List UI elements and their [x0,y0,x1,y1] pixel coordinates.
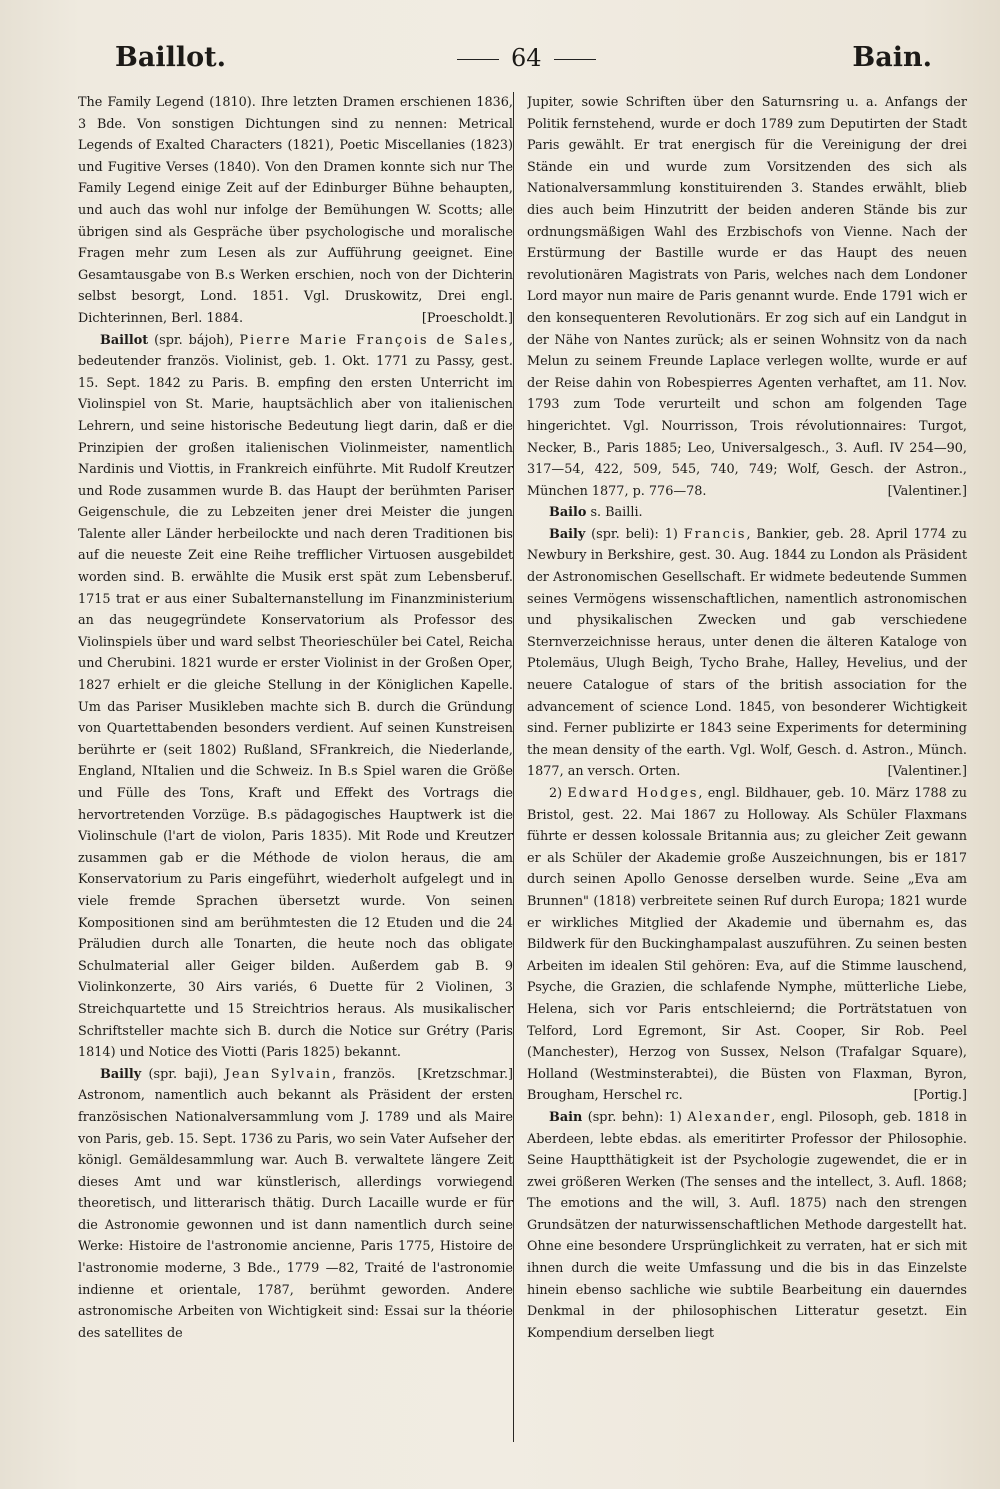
person-name: Edward Hodges [567,786,699,801]
header-right-keyword: Bain. [852,42,932,73]
person-name: Jean Sylvain [224,1066,333,1082]
headword: Bailo [549,505,587,521]
author-signature: [Portig.] [913,1088,967,1104]
entry-bailly: Bailly (spr. baji), Jean Sylvain, französ. Astronom, namentlich auch bekannt als Präsident der ersten französischen Nationalversammlung vom J. 1789 und als Maire von Paris, geb. 15. Sept. 1736 zu Paris, wo sein Vater Aufseher der königl. Gemäldesammlung war. Auch B. verwaltete längere Zeit dieses Amt und war künstlerisch, allerdings vorwiegend theoretisch, und litterarisch thätig. Durch Lacaille wurde er für die Astronomie gewonnen und ist dann namentlich durch seine Werke: Histoire de l'astronomie ancienne, Paris 1775, Histoire de l'astronomie moderne, 3 Bde., 1779 —82, Traité de l'astronomie indienne et orientale, 1787, berühmt geworden. Andere astronomische Arbeiten von Wichtigkeit sind: Essai sur la théorie des satellites de [78,1066,513,1341]
person-name: Alexander [687,1109,772,1125]
person-name: Francis [683,526,747,542]
left-column [78,92,513,1447]
headword: Bain [549,1109,583,1125]
paragraph-continuation: The Family Legend (1810). Ihre letzten Dramen erschienen 1836, 3 Bde. Von sonstigen Dichtungen sind zu nennen: Metrical Legends of Exalted Characters (1821), Poetic Miscellanies (1823) und Fugitive Verses (1840). Von den Dramen konnte sich nur The Family Legend einige Zeit auf der Edinburger Bühne behaupten, und auch das wohl nur infolge der Bemühungen W. Scotts; alle übrigen sind als Gespräche über psychologische und moralische Fragen mehr zum Lesen als zur Aufführung geeignet. Eine Gesamtausgabe von B.s Werken erschien, noch von der Dichterin selbst besorgt, Lond. 1851. Vgl. Druskowitz, Drei engl. Dichterinnen, Berl. 1884. [Proescholdt.] [78,92,513,330]
right-column [527,92,967,1447]
author-signature: [Valentiner.] [887,483,967,499]
column-rule [513,92,514,1442]
author-signature: [Kretzschmar.] [417,1066,513,1082]
author-signature: [Valentiner.] [887,764,967,780]
author-signature: [Proescholdt.] [421,310,513,326]
headword: Bailly [100,1066,142,1082]
entry-baillot: Baillot (spr. bájoh), Pierre Marie François de Sales, bedeutender französ. Violinist, geb. 1. Okt. 1771 zu Passy, gest. 15. Sept. 1842 zu Paris. B. empfing den ersten Unterricht im Violinspiel von St. Marie, hauptsächlich aber von italienischen Lehrern, und seine historische Bedeutung liegt darin, daß er die Prinzipien der großen italienischen Violinmeister, namentlich Nardinis und Viottis, in Frankreich einführte. Mit Rudolf Kreutzer und Rode zusammen wurde B. das Haupt der berühmten Pariser Geigenschule, die zu Lebzeiten jener drei Meister die jungen Talente aller Länder herbeilockte und nach deren Traditionen bis auf die neueste Zeit eine Reihe trefflicher Virtuosen ausgebildet worden sind. B. erwählte die Musik erst spät zum Lebensberuf. 1715 trat er aus einer Subalternanstellung im Finanzministerium an das neugegründete Konservatorium als Professor des Violinspiels über und ward selbst Theorieschüler bei Catel, Reicha und Cherubini. 1821 wurde er erster Violinist in der Großen Oper, 1827 erhielt er die gleiche Stellung in der Königlichen Kapelle. Um das Pariser Musikleben machte sich B. durch die Gründung von Quartettabenden besonders verdient. Auf seinen Kunstreisen berührte er (seit 1802) Rußland, SFrankreich, die Niederlande, England, NItalien und die Schweiz. In B.s Spiel waren die Größe und Fülle des Tons, Kraft und Effekt des Vortrags die hervortretenden Vorzüge. B.s pädagogisches Hauptwerk ist die Violinschule (l'art de violon, Paris 1835). Mit Rode und Kreutzer zusammen gab er die Méthode de violon heraus, die am Konservatorium zu Paris eingeführt, wiederholt aufgelegt und in viele fremde Sprachen übersetzt wurde. Von seinen Kompositionen sind am berühmtesten die 12 Etuden und die 24 Präludien durch alle Tonarten, die heute noch das obligate Schulmaterial aller Geiger bilden. Außerdem gab B. 9 Violinkonzerte, 30 Airs variés, 6 Duette für 2 Violinen, 3 Streichquartette und 15 Streichtrios heraus. Als musikalischer Schriftsteller machte sich B. durch die Notice sur Grétry (Paris 1814) und Notice des Viotti (Paris 1825) bekannt. [Kretzschmar.] [78,330,513,1064]
header-left-keyword: Baillot. [115,42,226,73]
entry-bain: Bain (spr. behn): 1) Alexander, engl. Pilosoph, geb. 1818 in Aberdeen, lebte ebdas. als emeritirter Professor der Philosophie. Seine Hauptthätigkeit ist der Psychologie zugewendet, die er in zwei größeren Werken (The senses and the intellect, 3. Aufl. 1868; The emotions and the will, 3. Aufl. 1875) nach den strengen Grundsätzen der naturwissenschaftlichen Methode dargestellt hat. Ohne eine besondere Ursprünglichkeit zu verraten, hat er sich mit ihnen durch die weite Umfassung und die bis in das Einzelste hinein ebenso sachliche wie subtile Bearbeitung ein dauerndes Denkmal in der philosophischen Litteratur gesetzt. Ein Kompendium derselben liegt [527,1109,967,1341]
headword: Baillot [100,332,149,348]
running-header [0,40,1000,90]
entry-baily: Baily (spr. beli): 1) Francis, Bankier, geb. 28. April 1774 zu Newbury in Berkshire, gest. 30. Aug. 1844 zu London als Präsident der Astronomischen Gesellschaft. Er widmete bedeutende Summen seines Vermögens wissenschaftlichen, namentlich astronomischen und physikalischen Zwecken und gab verschiedene Sternverzeichnisse heraus, unter denen die älteren Kataloge von Ptolemäus, Ulugh Beigh, Tycho Brahe, Halley, Hevelius, und der neuere Catalogue of stars of the british association for the advancement of science Lond. 1845, von besonderer Wichtigkeit sind. Ferner publizirte er 1843 seine Experiments for determining the mean density of the earth. Vgl. Wolf, Gesch. d. Astron., Münch. 1877, an versch. Orten. [Valentiner.] [527,524,967,783]
person-name: Pierre Marie François de Sales [239,332,509,348]
page-number: 64 [445,44,608,72]
headword: Baily [549,526,586,542]
paragraph-continuation: Jupiter, sowie Schriften über den Saturnsring u. a. Anfangs der Politik fernstehend, wurde er doch 1789 zum Deputirten der Stadt Paris gewählt. Er trat energisch für die Vereinigung der drei Stände ein und wurde zum Vorsitzenden des sich als Nationalversammlung konstituirenden 3. Standes erwählt, blieb dies auch beim Hinzutritt der beiden anderen Stände bis zur ordnungsmäßigen Wahl des Erzbischofs von Vienne. Nach der Erstürmung der Bastille wurde er das Haupt des neuen revolutionären Magistrats von Paris, welches nach dem Londoner Lord mayor nun maire de Paris genannt wurde. Ende 1791 wich er den konsequenteren Revolutionärs. Er zog sich auf ein Landgut in der Nähe von Nantes zurück; als er seinen Wohnsitz von da nach Melun zu seinem Freunde Laplace verlegen wollte, wurde er auf der Reise dahin von Robespierres Agenten verhaftet, am 11. Nov. 1793 zum Tode verurteilt und schon am folgenden Tage hingerichtet. Vgl. Nourrisson, Trois révolutionnaires: Turgot, Necker, B., Paris 1885; Leo, Universalgesch., 3. Aufl. IV 254—90, 317—54, 422, 509, 545, 740, 749; Wolf, Gesch. der Astron., München 1877, p. 776—78. [Valentiner.] [527,92,967,502]
entry-baily-2: 2) Edward Hodges, engl. Bildhauer, geb. 10. März 1788 zu Bristol, gest. 22. Mai 1867 zu Holloway. Als Schüler Flaxmans führte er dessen kolossale Britannia aus; zu gleicher Zeit gewann er als Schüler der Akademie große Auszeichnungen, bis er 1817 durch seinen Apollo Genosse derselben wurde. Seine „Eva am Brunnen" (1818) verbreitete seinen Ruf durch Europa; 1821 wurde er wirkliches Mitglied der Akademie und übernahm es, das Bildwerk für den Buckinghampalast auszuführen. Zu seinen besten Arbeiten im idealen Stil gehören: Eva, auf die Stimme lauschend, Psyche, die Grazien, die schlafende Nymphe, mütterliche Liebe, Helena, sich vor Paris entschleiernd; die Porträtstatuen von Telford, Lord Egremont, Sir Ast. Cooper, Sir Rob. Peel (Manchester), Herzog von Sussex, Nelson (Trafalgar Square), Holland (Westminsterabtei), die Büsten von Flaxman, Byron, Brougham, Herschel rc. [Portig.] [527,783,967,1107]
entry-bailo: Bailo s. Bailli. [549,505,643,521]
